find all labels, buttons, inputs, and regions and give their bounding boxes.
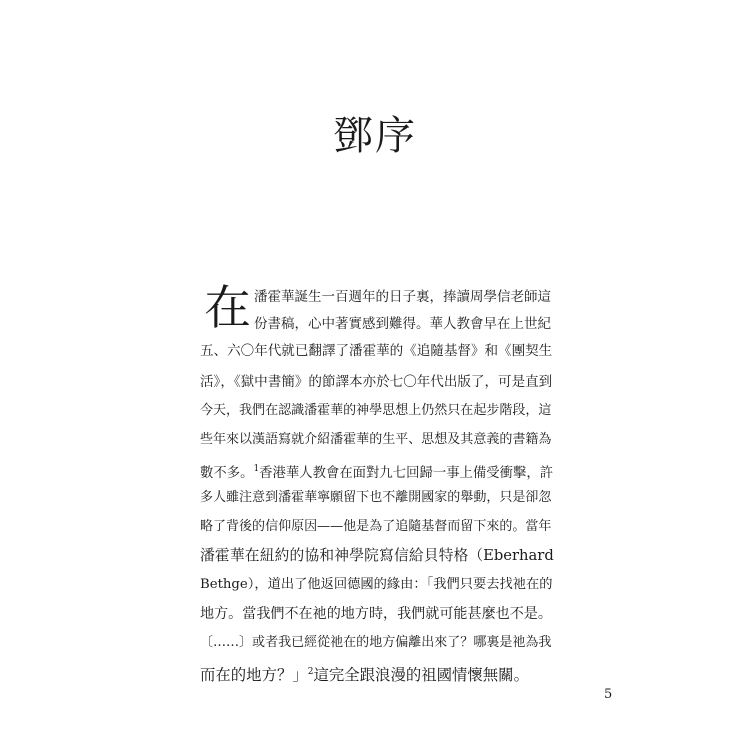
word: 約 [274,547,290,564]
text-line-14-post: 這完全跟浪漫的祖國情懷無關。 [313,666,529,684]
text-line-1-content: 潘霍華誕生一百週年的日子裏，捧讀周學信老師這 [254,289,551,305]
text-line-13 [200,629,554,657]
word: 潘 [200,547,215,564]
text-line-12-content: 地方。當我們不在祂的地方時，我們就可能甚麼也不是。 [200,606,552,622]
text-line-4 [200,368,554,396]
text-line-9 [200,513,554,541]
footnote-marker-1: 1 [253,464,260,474]
word: 學 [349,547,364,564]
text-line-9-content: 略了背後的信仰原因——他是為了追隨基督而留下來的。當年 [200,519,552,534]
text-line-8 [200,484,554,512]
text-line-7-post: 香港華人教會在面對九七回歸一事上備受衝擊，許 [259,466,554,481]
word: 霍 [214,547,230,564]
word: 寫 [379,547,394,564]
word: 紐 [259,547,275,564]
page-number: 5 [604,687,613,702]
text-line-14-pre: 而在的地方？」 [200,666,308,684]
word: 信 [393,547,409,564]
text-line-6 [200,426,554,454]
word: 神 [334,547,350,564]
text-line-14 [200,658,554,686]
text-line-11 [200,571,554,599]
word: 和 [319,547,335,564]
text-line-12 [200,600,554,628]
drop-cap: 在 [204,281,251,336]
text-line-2-content: 份書稿，心中著實感到難得。華人教會早在上世紀 [254,316,551,332]
text-line-2 [254,310,554,338]
word: 貝 [423,547,439,564]
word: 在 [244,547,260,564]
text-line-5-content: 今天，我們在認識潘霍華的神學思想上仍然只在起步階段，這 [200,403,552,418]
word: 華 [229,547,245,564]
text-line-13-content: 〔……〕或者我已經從祂在的地方偏離出來了？哪裏是祂為我 [200,635,552,650]
word: 給 [408,547,424,564]
text-line-1 [254,283,554,311]
word: 格（Eberhard [453,547,554,564]
word: 協 [304,547,320,564]
text-line-7 [200,455,554,483]
page-title: 鄧序 [333,113,417,159]
text-line-8-content: 多人雖注意到潘霍華寧願留下也不離開國家的舉動，只是卻忽 [200,490,552,505]
text-line-5 [200,397,554,425]
text-line-4-content: 活》，《獄中書簡》的節譯本亦於七〇年代出版了，可是直到 [200,374,553,390]
text-line-3-content: 五、六〇年代就已翻譯了潘霍華的《追隨基督》和《團契生 [200,343,553,359]
footnote-marker-2: 2 [307,667,314,677]
text-line-11-content: Bethge），道出了他返回德國的緣由：「我們只要去找祂在的 [200,577,553,592]
text-line-6-content: 些年來以漢語寫就介紹潘霍華的生平、思想及其意義的書籍為 [200,432,552,447]
word: 特 [438,547,454,564]
text-line-10 [200,542,554,570]
text-line-7-pre: 數不多。 [200,466,254,481]
word: 的 [289,547,305,564]
word: 院 [364,547,379,564]
text-line-3 [200,337,554,365]
